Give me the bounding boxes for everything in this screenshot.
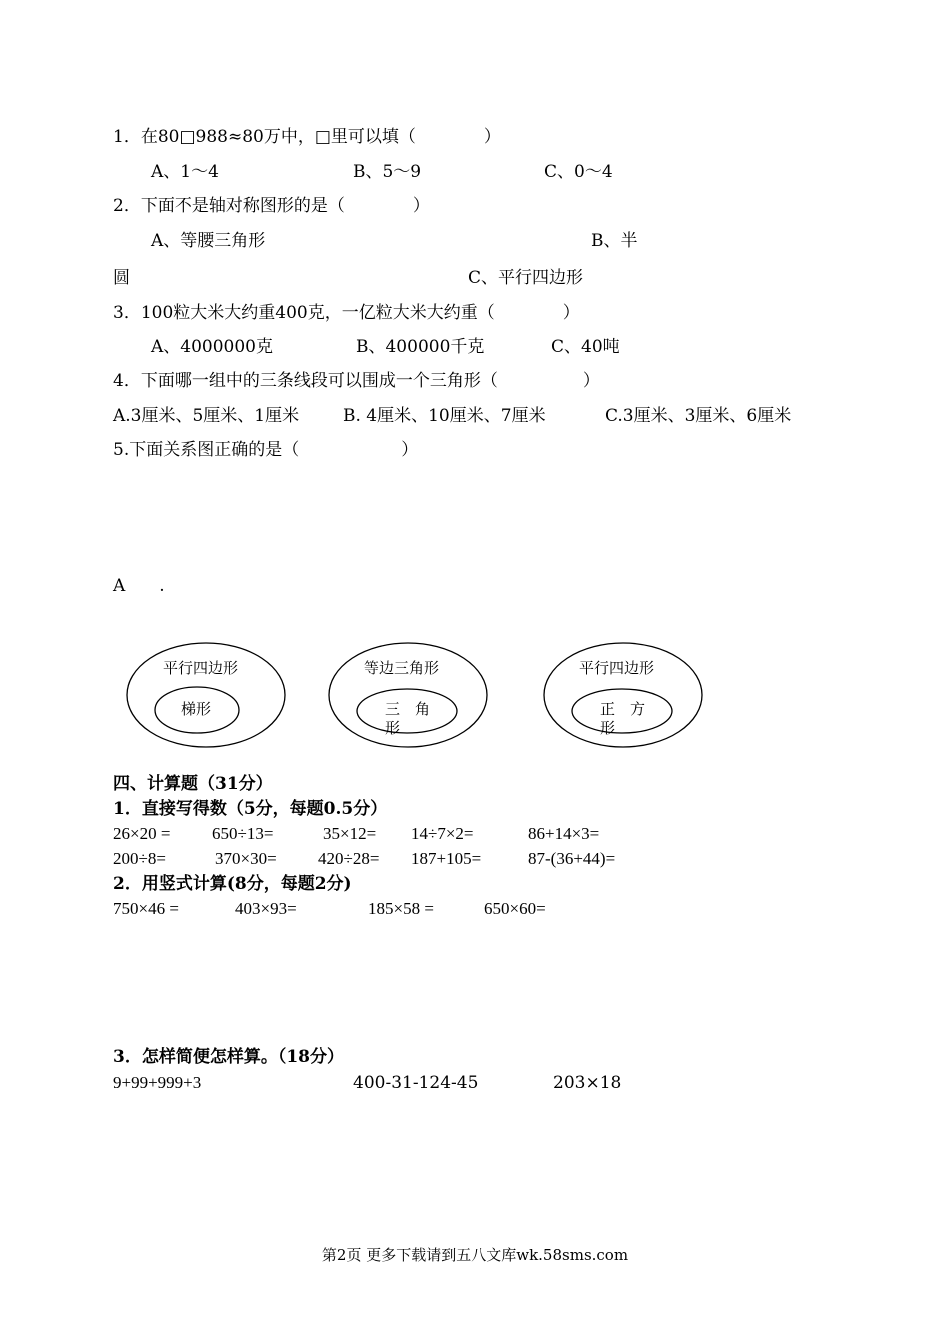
question-2-stem: 2．下面不是轴对称图形的是（ ）	[113, 196, 430, 216]
section-4-part-2-title: 2．用竖式计算(8分，每题2分)	[113, 874, 352, 894]
vertical-calc-3: 185×58 =	[368, 899, 434, 918]
question-4-stem: 4．下面哪一组中的三条线段可以围成一个三角形（ ）	[113, 371, 600, 391]
question-1-stem: 1．在80□988≈80万中，□里可以填（ ）	[113, 127, 501, 147]
oral-calc-7: 370×30=	[215, 849, 277, 868]
section-4-part-3-title: 3．怎样简便怎样算。（18分）	[113, 1047, 344, 1067]
question-3-option-c: C、40吨	[551, 337, 620, 357]
oral-calc-5: 86+14×3=	[528, 824, 600, 843]
venn-diagram-3	[542, 641, 704, 749]
oral-calc-1: 26×20 =	[113, 824, 171, 843]
venn-2-inner-label-2: 形	[385, 719, 401, 737]
venn-1-inner-label: 梯形	[181, 700, 212, 718]
page-footer: 第2页 更多下载请到五八文库wk.58sms.com	[321, 1246, 629, 1264]
venn-3-inner-label-2: 形	[600, 719, 616, 737]
diagram-option-a-label: A .	[113, 576, 165, 596]
simplified-calc-2: 400-31-124-45	[353, 1073, 479, 1093]
question-1-option-c: C、0～4	[544, 162, 613, 182]
question-1-option-a: A、1～4	[151, 162, 219, 182]
oral-calc-9: 187+105=	[411, 849, 482, 868]
vertical-calc-4: 650×60=	[484, 899, 546, 918]
oral-calc-8: 420÷28=	[318, 849, 380, 868]
question-4-option-b: B. 4厘米、10厘米、7厘米	[343, 406, 546, 426]
question-1-option-b: B、5～9	[353, 162, 422, 182]
question-3-option-a: A、4000000克	[151, 337, 273, 357]
venn-3-inner-label: 正 方	[600, 700, 646, 718]
question-3-option-b: B、400000千克	[356, 337, 485, 357]
question-4-option-c: C.3厘米、3厘米、6厘米	[605, 406, 792, 426]
section-4-part-1-title: 1．直接写得数（5分，每题0.5分）	[113, 799, 388, 819]
vertical-calc-2: 403×93=	[235, 899, 297, 918]
question-5-stem: 5.下面关系图正确的是（ ）	[113, 440, 419, 460]
oral-calc-3: 35×12=	[323, 824, 377, 843]
venn-1-outer-label: 平行四边形	[163, 659, 239, 677]
venn-2-outer-label: 等边三角形	[364, 659, 440, 677]
venn-3-shapes	[542, 641, 704, 749]
question-2-option-b-continued: 圆	[113, 268, 130, 288]
oral-calc-4: 14÷7×2=	[411, 824, 474, 843]
simplified-calc-1: 9+99+999+3	[113, 1073, 202, 1092]
venn-diagram-2	[327, 641, 489, 749]
oral-calc-6: 200÷8=	[113, 849, 166, 868]
question-2-option-a: A、等腰三角形	[151, 231, 266, 251]
oral-calc-2: 650÷13=	[212, 824, 274, 843]
venn-2-shapes	[327, 641, 489, 749]
venn-2-inner-label: 三 角	[385, 700, 431, 718]
oral-calc-10: 87-(36+44)=	[528, 849, 616, 868]
question-2-option-b: B、半	[591, 231, 638, 251]
venn-3-outer-label: 平行四边形	[579, 659, 655, 677]
question-2-option-c: C、平行四边形	[468, 268, 584, 288]
question-3-stem: 3．100粒大米大约重400克，一亿粒大米大约重（ ）	[113, 303, 580, 323]
vertical-calc-1: 750×46 =	[113, 899, 179, 918]
section-4-title: 四、计算题（31分）	[113, 774, 273, 794]
simplified-calc-3: 203×18	[553, 1073, 622, 1093]
venn-1-shapes	[125, 641, 287, 749]
venn-diagram-1	[125, 641, 287, 749]
question-4-option-a: A.3厘米、5厘米、1厘米	[113, 406, 300, 426]
